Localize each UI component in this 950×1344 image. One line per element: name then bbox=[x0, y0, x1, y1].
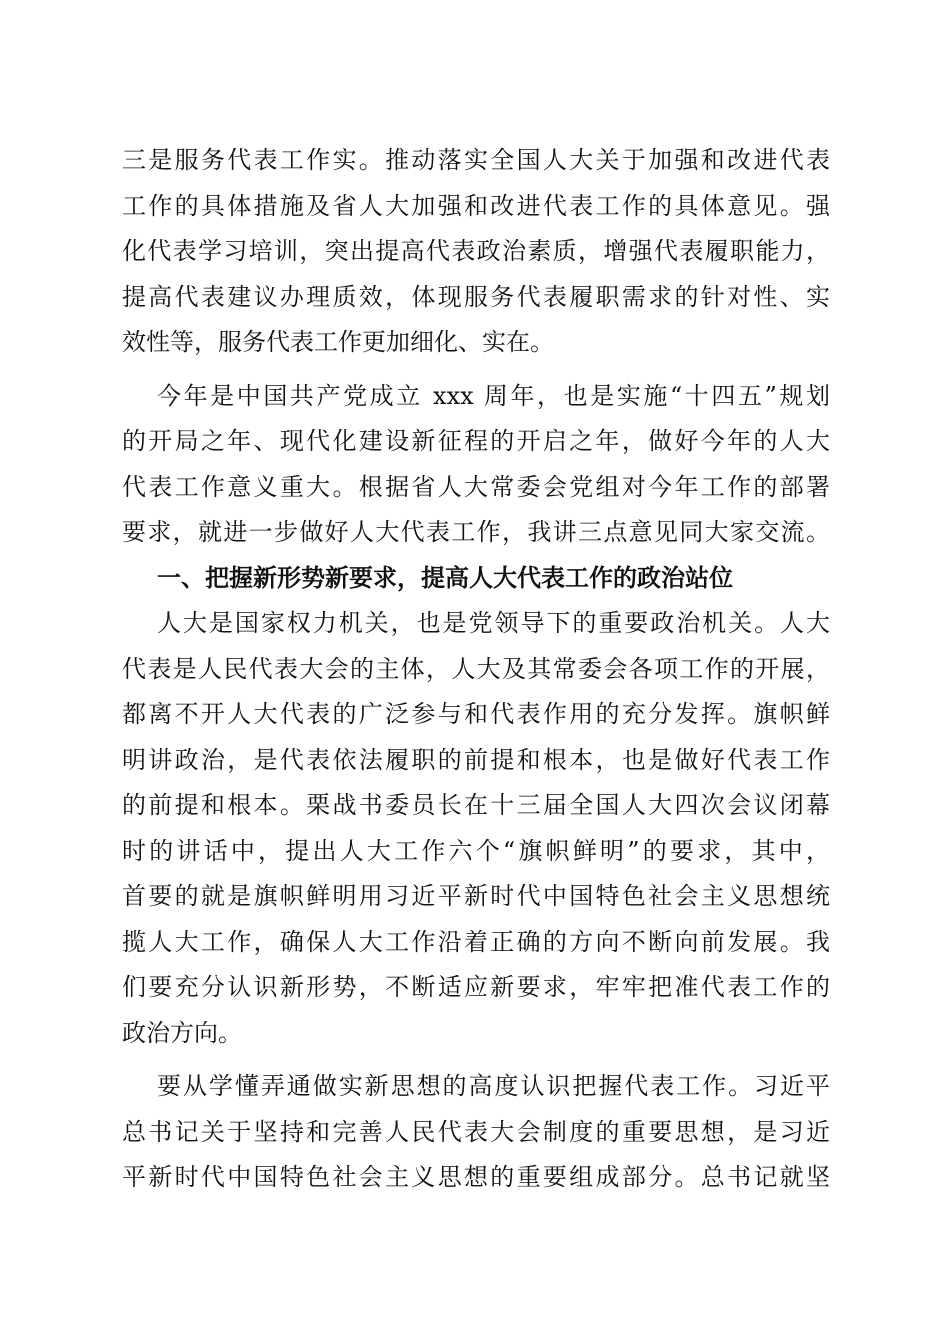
text-line: 要求，就进一步做好人大代表工作，我讲三点意见同大家交流。 bbox=[122, 518, 830, 546]
text-line: 工作的具体措施及省人大加强和改进代表工作的具体意见。强 bbox=[122, 191, 830, 220]
text-line: 今年是中国共产党成立 xxx 周年，也是实施“十四五”规划 bbox=[157, 381, 830, 410]
text-line: 三是服务代表工作实。推动落实全国人大关于加强和改进代表 bbox=[122, 146, 830, 174]
text-line: 都离不开人大代表的广泛参与和代表作用的充分发挥。旗帜鲜 bbox=[122, 700, 830, 728]
text-line: 政治方向。 bbox=[122, 1018, 242, 1047]
text-line: 时的讲话中，提出人大工作六个“旗帜鲜明”的要求，其中， bbox=[122, 836, 830, 865]
text-line: 平新时代中国特色社会主义思想的重要组成部分。总书记就坚 bbox=[122, 1163, 830, 1191]
paragraph-service-representatives bbox=[122, 138, 830, 366]
text-line: 揽人大工作，确保人大工作沿着正确的方向不断向前发展。我 bbox=[122, 927, 830, 956]
paragraph-people-congress bbox=[122, 601, 830, 1056]
text-line: 代表是人民代表大会的主体，人大及其常委会各项工作的开展， bbox=[122, 654, 830, 683]
section-heading bbox=[122, 556, 830, 602]
text-line: 总书记关于坚持和完善人民代表大会制度的重要思想，是习近 bbox=[122, 1117, 830, 1146]
text-line: 效性等，服务代表工作更加细化、实在。 bbox=[122, 328, 554, 356]
text-line: 人大是国家权力机关，也是党领导下的重要政治机关。人大 bbox=[157, 609, 830, 637]
text-line: 代表工作意义重大。根据省人大常委会党组对今年工作的部署 bbox=[122, 472, 830, 501]
text-line: 的前提和根本。栗战书委员长在十三届全国人大四次会议闭幕 bbox=[122, 791, 830, 819]
text-line: 的开局之年、现代化建设新征程的开启之年，做好今年的人大 bbox=[122, 427, 830, 455]
paragraph-new-thought bbox=[122, 1064, 830, 1201]
document-page bbox=[122, 138, 830, 1201]
text-line: 要从学懂弄通做实新思想的高度认识把握代表工作。习近平 bbox=[157, 1072, 830, 1100]
text-line: 们要充分认识新形势，不断适应新要求，牢牢把准代表工作的 bbox=[122, 973, 830, 1001]
paragraph-this-year bbox=[122, 374, 830, 556]
text-line: 明讲政治，是代表依法履职的前提和根本，也是做好代表工作 bbox=[122, 745, 830, 774]
section-heading-text: 一、把握新形势新要求，提高人大代表工作的政治站位 bbox=[157, 563, 733, 592]
text-line: 提高代表建议办理质效，体现服务代表履职需求的针对性、实 bbox=[122, 282, 830, 311]
text-line: 首要的就是旗帜鲜明用习近平新时代中国特色社会主义思想统 bbox=[122, 882, 830, 910]
text-line: 化代表学习培训，突出提高代表政治素质，增强代表履职能力， bbox=[122, 237, 830, 265]
